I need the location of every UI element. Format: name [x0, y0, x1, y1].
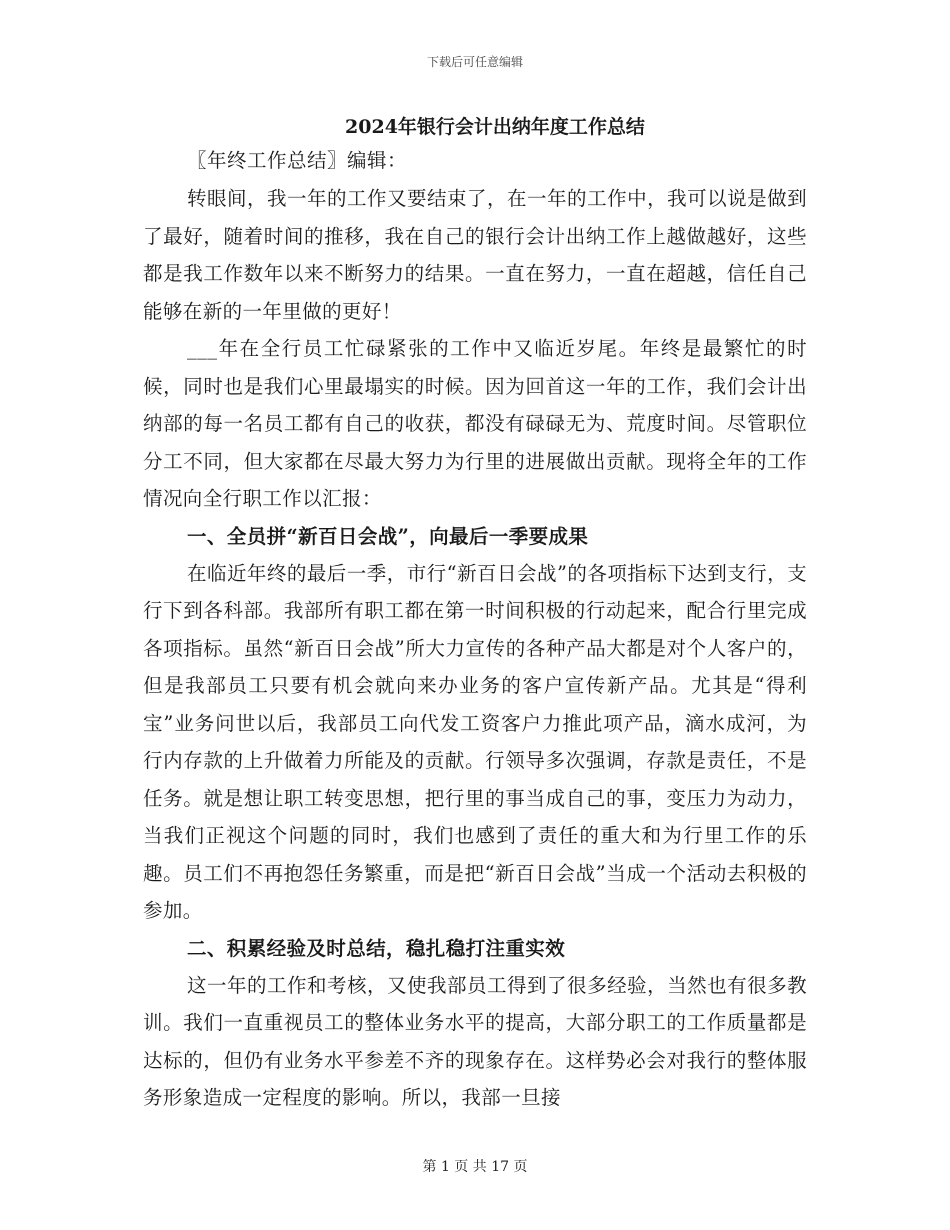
page-indicator: 第 1 页 共 17 页	[422, 1159, 528, 1175]
document-title: 2024年银行会计出纳年度工作总结	[345, 116, 645, 138]
category-tag-line: 〖年终工作总结〗编辑：	[187, 149, 408, 172]
section-paragraph-1: 在临近年终的最后一季，市行“新百日会战”的各项指标下达到支行，支行下到各科部。我部所有职工都在第一时间积极的行动起来，配合行里完成各项指标。虽然“新百日会战”所大力宣传的各种产品大都是对个人客户的，但是我部员工只要有机会就向来办业务的客户宣传新产品。尤其是“得利宝”业务问世以后，我部员工向代发工资客户力推此项产品，滴水成河，为行内存款的上升做着力所能及的贡献。行领导多次强调，存款是责任，不是任务。就是想让职工转变思想，把行里的事当成自己的事，变压力为动力，当我们正视这个问题的同时，我们也感到了责任的重大和为行里工作的乐趣。员工们不再抱怨任务繁重，而是把“新百日会战”当成一个活动去积极的参加。	[143, 561, 807, 922]
header-note: 下载后可任意编辑	[426, 55, 523, 69]
section-paragraph-2: 这一年的工作和考核，又使我部员工得到了很多经验，当然也有很多教训。我们一直重视员工的整体业务水平的提高，大部分职工的工作质量都是达标的，但仍有业务水平参差不齐的现象存在。这样势必会对我行的整体服务形象造成一定程度的影响。所以，我部一旦接	[143, 973, 807, 1109]
section-heading-2: 二、积累经验及时总结，稳扎稳打注重实效	[187, 936, 566, 960]
section-heading-1: 一、全员拼“新百日会战”，向最后一季要成果	[187, 524, 589, 548]
document-body	[143, 110, 807, 1117]
intro-paragraph: 转眼间，我一年的工作又要结束了，在一年的工作中，我可以说是做到了最好，随着时间的推移，我在自己的银行会计出纳工作上越做越好，这些都是我工作数年以来不断努力的结果。一直在努力，一直在超越，信任自己能够在新的一年里做的更好！	[143, 187, 807, 323]
summary-paragraph: ___年在全行员工忙碌紧张的工作中又临近岁尾。年终是最繁忙的时候，同时也是我们心里最塌实的时候。因为回首这一年的工作，我们会计出纳部的每一名员工都有自己的收获，都没有碌碌无为、荒度时间。尽管职位分工不同，但大家都在尽最大努力为行里的进展做出贡献。现将全年的工作情况向全行职工作以汇报：	[143, 337, 807, 510]
